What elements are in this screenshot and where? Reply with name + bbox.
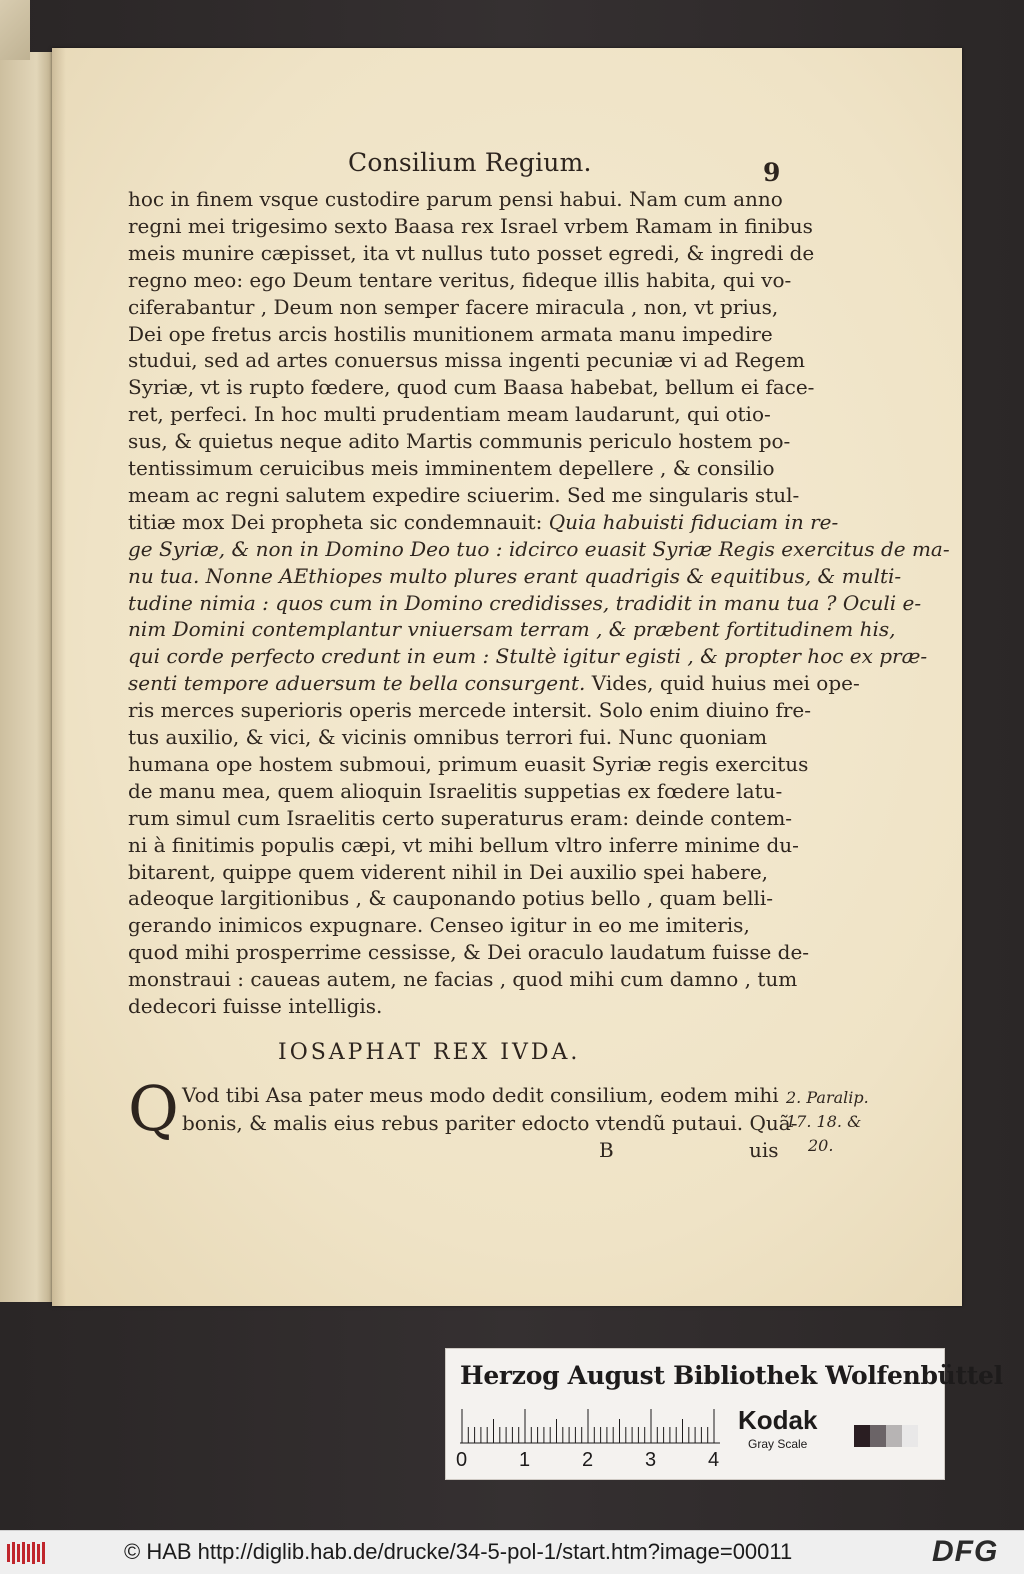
section-heading: IOSAPHAT REX IVDA. <box>278 1040 581 1065</box>
text-line <box>128 509 839 535</box>
section-text-line: bonis, & malis eius rebus pariter edocto vtendũ putaui. Quã- <box>182 1111 798 1135</box>
text-span: tus auxilio, & vici, & vicinis omnibus terrori fui. Nunc quoniam <box>128 725 768 749</box>
text-line <box>128 993 780 1019</box>
card-title: Herzog August Bibliothek Wolfenbüttel <box>460 1361 1003 1390</box>
text-line <box>128 455 780 481</box>
text-span: regni mei trigesimo sexto Baasa rex Israel vrbem Ramam in finibus <box>128 213 813 238</box>
color-card <box>445 1348 1003 1480</box>
signature-mark: B <box>599 1138 614 1162</box>
text-line <box>128 643 928 669</box>
text-line <box>128 939 810 965</box>
text-span: ciferabantur , Deum non semper facere miracula , non, vt prius, <box>128 294 779 319</box>
text-span: ni à finitimis populis cæpi, vt mihi bellum vltro inferre minime du- <box>128 832 799 857</box>
text-span: bitarent, quippe quem viderent nihil in Dei auxilio spei habere, <box>128 859 769 884</box>
text-line <box>128 186 783 212</box>
section-text-line: Vod tibi Asa pater meus modo dedit consilium, eodem mihi <box>182 1083 779 1107</box>
text-line <box>128 563 902 589</box>
gray-swatch <box>886 1425 902 1447</box>
text-line <box>128 428 791 454</box>
text-span: senti tempore aduersum te bella consurgent. <box>128 671 586 696</box>
text-span: dedecori fuisse intelligis. <box>128 994 383 1018</box>
text-span: Vides, quid huius mei ope- <box>585 671 860 696</box>
ruler-number: 2 <box>582 1449 594 1471</box>
gray-swatch <box>870 1425 886 1447</box>
text-line <box>128 321 780 347</box>
card-brand: Kodak <box>738 1405 818 1435</box>
text-span: Quia habuisti fiduciam in re- <box>548 509 839 534</box>
text-line <box>128 966 798 992</box>
footer-copyright-url: © HAB http://diglib.hab.de/drucke/34-5-pol-1/start.htm?image=00011 <box>124 1539 793 1564</box>
text-span: titiæ mox Dei propheta sic condemnauit: <box>128 509 549 534</box>
text-span: humana ope hostem submoui, primum euasit Syriæ regis exercitus <box>128 751 809 776</box>
text-span: studui, sed ad artes conuersus missa ingenti pecuniæ vi ad Regem <box>128 348 806 373</box>
text-line <box>128 912 780 938</box>
text-line <box>128 213 813 239</box>
margin-note: 20. <box>808 1136 834 1155</box>
text-span: Dei ope fretus arcis hostilis munitionem armata manu impedire <box>128 321 773 346</box>
text-span: gerando inimicos expugnare. Censeo igitur in eo me imiteris, <box>128 913 750 938</box>
previous-page-edge <box>0 52 52 1302</box>
text-line <box>128 697 812 723</box>
dfg-logo: DFG <box>932 1535 999 1568</box>
gray-swatch <box>854 1425 870 1447</box>
text-span: quod mihi prosperrime cessisse, & Dei oraculo laudatum fuisse de- <box>128 940 810 965</box>
text-line <box>128 401 780 427</box>
text-line <box>128 294 780 320</box>
text-line <box>128 832 799 858</box>
library-logo-icon <box>6 1541 48 1565</box>
text-span: de manu mea, quem alioquin Israelitis suppetias ex fœdere latu- <box>128 778 783 803</box>
page-number: 9 <box>763 158 781 187</box>
ruler-number: 0 <box>456 1449 468 1471</box>
text-span: hoc in finem vsque custodire parum pensi habui. Nam cum anno <box>128 187 783 211</box>
footer-bar <box>0 1530 1024 1574</box>
text-span: monstraui : caueas autem, ne facias , quod mihi cum damno , tum <box>128 967 798 992</box>
text-span: nu tua. Nonne AEthiopes multo plures erant quadrigis & equitibus, & multi- <box>128 563 902 588</box>
text-line <box>128 374 815 400</box>
text-line <box>128 751 809 777</box>
text-span: regno meo: ego Deum tentare veritus, fideque illis habita, qui vo- <box>128 267 792 292</box>
margin-note: 2. Paralip. <box>786 1088 869 1107</box>
margin-note: 17. 18. & <box>786 1112 862 1131</box>
page-gutter-shadow <box>52 48 66 1306</box>
ruler-number: 1 <box>519 1449 531 1471</box>
text-span: meam ac regni salutem expedire sciuerim. Sed me singularis stul- <box>128 482 800 507</box>
text-span: sus, & quietus neque adito Martis communis periculo hostem po- <box>128 429 791 454</box>
text-span: tudine nimia : quos cum in Domino credidisses, tradidit in manu tua ? Oculi e- <box>128 590 922 615</box>
text-line <box>128 724 780 750</box>
text-line <box>128 616 896 642</box>
text-span: ge Syriæ, & non in Domino Deo tuo : idcirco euasit Syriæ Regis exercitus de ma- <box>128 536 950 561</box>
text-span: tentissimum ceruicibus meis imminentem depellere , & consilio <box>128 456 775 480</box>
text-line <box>128 267 792 293</box>
text-line <box>128 240 815 266</box>
text-span: ris merces superioris operis mercede intersit. Solo enim diuino fre- <box>128 698 812 723</box>
text-span: qui corde perfecto credunt in eum : Stultè igitur egisti , & propter hoc ex præ- <box>128 644 928 669</box>
text-span: meis munire cæpisset, ita vt nullus tuto posset egredi, & ingredi de <box>128 240 815 265</box>
text-line <box>128 590 922 616</box>
gray-swatch <box>902 1425 918 1447</box>
ruler-scale <box>460 1405 720 1445</box>
text-span: ret, perfeci. In hoc multi prudentiam meam laudarunt, qui otio- <box>128 402 771 427</box>
page-corner <box>0 0 30 60</box>
ruler-number: 3 <box>645 1449 657 1471</box>
text-line <box>128 805 793 831</box>
ruler-number: 4 <box>708 1449 720 1471</box>
text-line <box>128 347 806 373</box>
text-line <box>128 670 860 696</box>
text-line <box>128 536 950 562</box>
text-span: adeoque largitionibus , & cauponando potius bello , quam belli- <box>128 886 774 911</box>
text-line <box>128 778 783 804</box>
text-line <box>128 885 780 911</box>
text-span: rum simul cum Israelitis certo superaturus eram: deinde contem- <box>128 805 793 830</box>
text-line <box>128 859 780 885</box>
catchword: uis <box>749 1138 779 1162</box>
text-span: nim Domini contemplantur vniuersam terram , & præbent fortitudinem his, <box>128 617 896 642</box>
text-span: Syriæ, vt is rupto fœdere, quod cum Baasa habebat, bellum ei face- <box>128 375 815 400</box>
drop-capital: Q <box>128 1072 179 1145</box>
running-head: Consilium Regium. <box>348 148 592 177</box>
text-line <box>128 482 800 508</box>
card-subtitle: Gray Scale <box>748 1437 808 1451</box>
